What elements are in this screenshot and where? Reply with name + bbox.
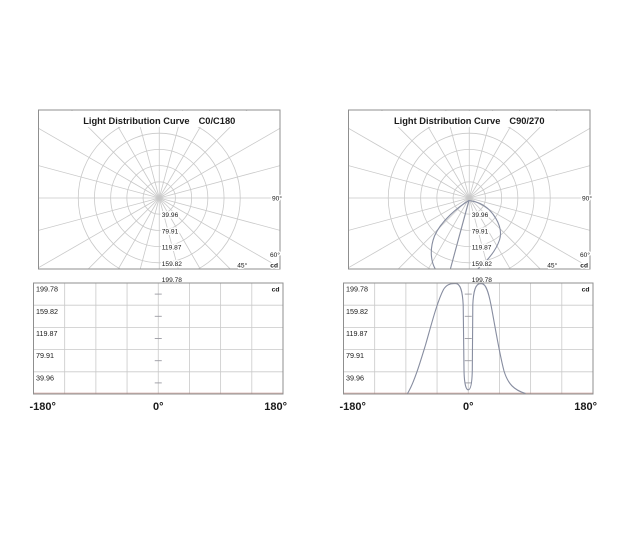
ring-value-label: 39.96 xyxy=(161,212,179,220)
polar-spoke xyxy=(469,57,610,198)
ring-value-label: 119.87 xyxy=(161,244,182,252)
ring-value-label: 39.96 xyxy=(471,212,489,220)
polar-spoke xyxy=(159,146,352,198)
polar-spoke xyxy=(0,198,159,250)
ring-value-label: 79.91 xyxy=(161,228,179,236)
polar-spoke xyxy=(0,146,159,198)
polar-chart-c90-270 xyxy=(269,0,640,398)
y-axis-label: 119.87 xyxy=(346,329,368,338)
polar-spoke xyxy=(328,57,469,198)
cartesian-chart-c90-270 xyxy=(340,283,598,413)
x-axis-label-max: 180° xyxy=(574,401,597,413)
x-axis-label-zero: 0° xyxy=(152,401,164,413)
ring-value-label: 159.82 xyxy=(471,260,492,268)
polar-chart-c0-c180 xyxy=(0,0,359,398)
polar-spoke xyxy=(107,5,159,198)
polar-spoke xyxy=(159,198,259,371)
ring-value-label: 159.82 xyxy=(161,260,182,268)
polar-spoke xyxy=(159,57,300,198)
angle-label-45: 45° xyxy=(237,262,248,270)
cartesian-chart-c0-c180 xyxy=(30,283,288,413)
polar-spoke xyxy=(469,198,521,391)
angle-label-60: 60° xyxy=(270,252,280,259)
angle-label-90: 90° xyxy=(582,195,592,203)
polar-spoke xyxy=(369,198,469,371)
polar-spoke xyxy=(107,198,159,391)
polar-spoke xyxy=(159,198,352,250)
ring-value-label: 119.87 xyxy=(471,244,492,252)
polar-spoke xyxy=(276,198,469,250)
polar-spoke xyxy=(159,198,211,391)
polar-spoke xyxy=(18,57,159,198)
x-axis-label-min: -180° xyxy=(29,401,56,413)
polar-spoke xyxy=(276,146,469,198)
y-axis-label: 79.91 xyxy=(346,351,364,361)
y-axis-label: 159.82 xyxy=(36,306,58,316)
chart-title: Light Distribution Curve C0/C180 xyxy=(83,116,236,126)
ring-value-label: 199.78 xyxy=(161,277,182,284)
y-axis-label: 159.82 xyxy=(346,306,368,316)
unit-label: cd xyxy=(271,286,280,294)
polar-spoke xyxy=(59,198,159,371)
ring-value-label: 199.78 xyxy=(471,277,492,284)
unit-label: cd xyxy=(580,262,588,270)
y-axis-label: 199.78 xyxy=(36,284,58,294)
ring-value-label: 79.91 xyxy=(471,228,489,236)
polar-spoke xyxy=(469,5,521,198)
unit-label: cd xyxy=(581,286,590,294)
y-axis-label: 39.96 xyxy=(36,373,54,383)
angle-label-90: 90° xyxy=(272,195,282,203)
angle-label-60: 60° xyxy=(580,252,590,259)
chart-title: Light Distribution Curve C90/270 xyxy=(393,116,545,126)
polar-spoke xyxy=(159,5,211,198)
polar-grid xyxy=(0,0,359,398)
beam-lobe-inner-edge xyxy=(449,201,470,277)
x-axis-label-zero: 0° xyxy=(462,401,474,413)
y-axis-label: 199.78 xyxy=(346,284,368,294)
y-axis-label: 119.87 xyxy=(36,329,58,338)
y-axis-label: 79.91 xyxy=(36,351,54,361)
x-axis-label-max: 180° xyxy=(264,401,287,413)
polar-spoke xyxy=(417,5,469,198)
x-axis-label-min: -180° xyxy=(339,401,366,413)
y-axis-label: 39.96 xyxy=(346,373,364,383)
unit-label: cd xyxy=(270,262,278,270)
angle-label-45: 45° xyxy=(547,262,558,270)
